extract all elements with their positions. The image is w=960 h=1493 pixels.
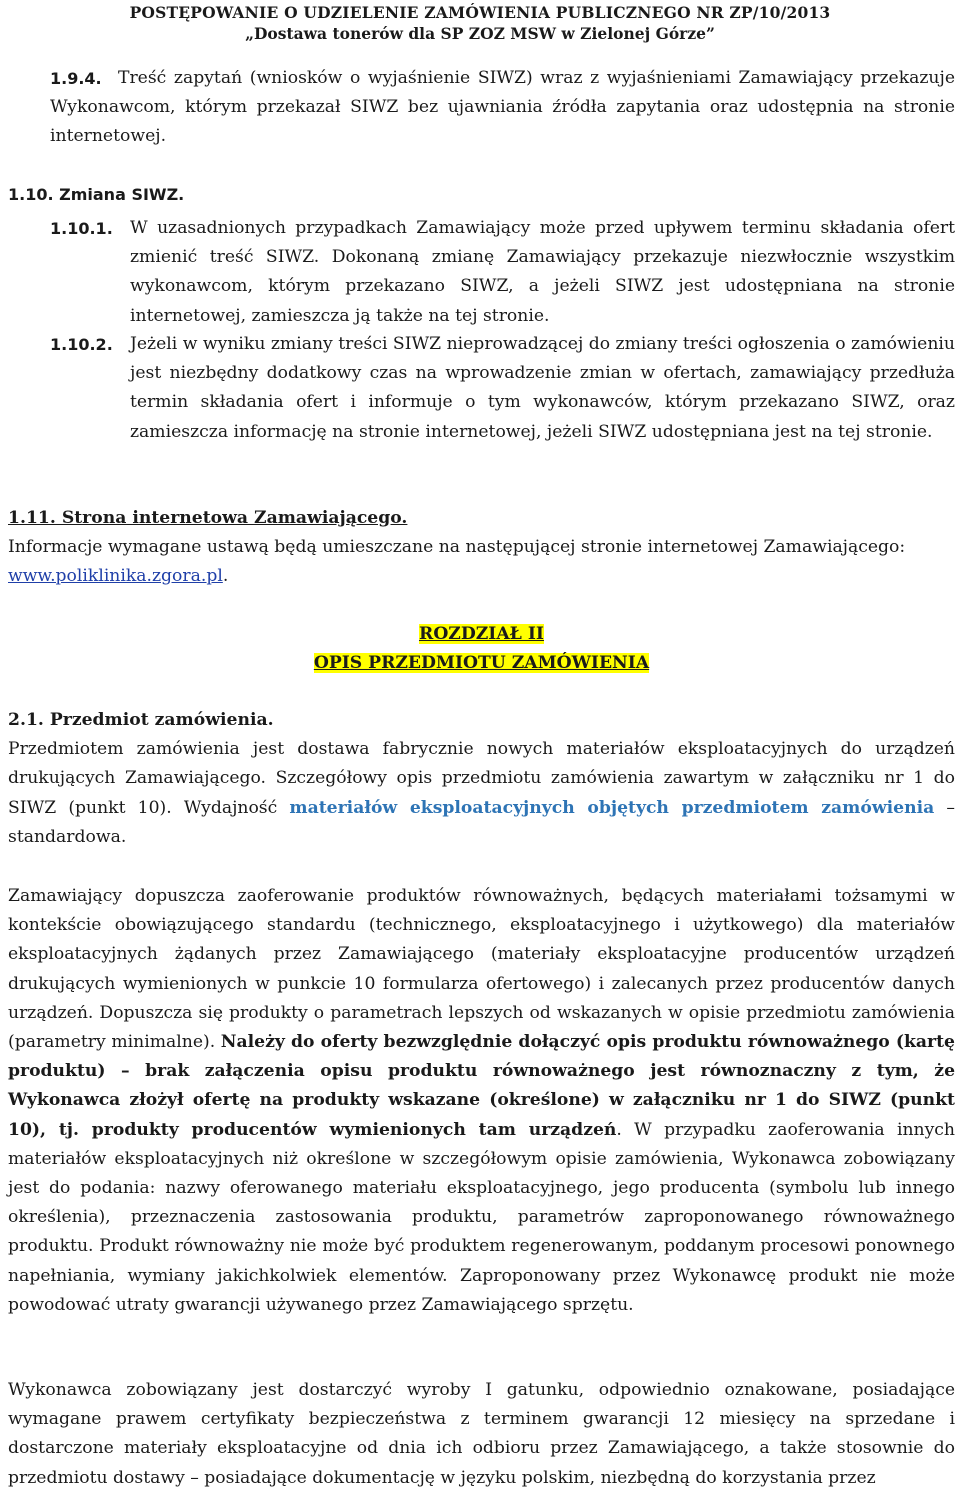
section-heading: 1.11. Strona internetowa Zamawiającego. [8,508,408,528]
section-1-11 [8,504,955,592]
chapter-title: OPIS PRZEDMIOTU ZAMÓWIENIA [313,653,650,674]
section-text: Treść zapytań (wniosków o wyjaśnienie SIWZ) wraz z wyjaśnieniami Zamawiający przekazuje Wykonawcom, którym przekazał SIWZ bez ujawniania źródła zapytania oraz udostępnia na stronie internetowej. [50,68,955,147]
header-procurement-title: „Dostawa tonerów dla SP ZOZ MSW w Zielonej Górze” [245,24,715,43]
section-text [8,735,955,852]
section-1-10-heading: 1.10. Zmiana SIWZ. [8,185,185,204]
chapter-number: ROZDZIAŁ II [419,624,544,644]
website-link[interactable]: www.poliklinika.zgora.pl [8,566,223,587]
section-number: 1.10.2. [50,335,113,354]
section-1-10-2 [50,330,955,447]
bold-requirement: Należy do oferty bezwzględnie dołączyć opis produktu równoważnego (kartę produktu) – brak załączenia opisu produktu równoważnego jest równoznaczny z tym, że Wykonawca złożył ofertę na produkty wskazane (określone) w załączniku nr 1 do SIWZ (punkt 10), tj. produkty producentów wymienionych tam urządzeń [8,1032,955,1140]
header-procedure-number: POSTĘPOWANIE O UDZIELENIE ZAMÓWIENIA PUBLICZNEGO NR ZP/10/2013 [129,3,831,22]
section-text [8,533,955,591]
text-part: Zamawiający dopuszcza zaoferowanie produktów równoważnych, będących materiałami tożsamymi w kontekście obowiązującego standardu (technicznego, eksploatacyjnego i użytkowego) dla materiałów eksploatacyjnych żądanych przez Zamawiającego (materiały eksploatacyjne producentów urządzeń drukujących wymienionych w punkcie 10 formularza ofertowego) i zalecanych przez producentów danych urządzeń. Dopuszcza się produkty o parametrach lepszych od wskazanych w opisie przedmiotu zamówienia (parametry minimalne). [8,886,955,1053]
text-part: Przedmiotem zamówienia jest dostawa fabrycznie nowych materiałów eksploatacyjnych do urządzeń drukujących Zamawiającego. Szczegółowy opis przedmiotu zamówienia zawartym w załączniku nr 1 do SIWZ (punkt 10). Wydajność [8,739,955,818]
chapter-heading [8,620,955,678]
section-punct: . [222,566,229,587]
section-number: 1.10.1. [50,219,113,238]
section-1-10-1 [50,214,955,331]
paragraph-equivalents [8,882,955,1320]
section-number: 1.9.4. [50,69,102,88]
text-part: – standardowa. [8,797,955,847]
section-1-9-4 [50,64,955,152]
section-2-1 [8,706,955,852]
paragraph-warranty [8,1376,955,1493]
paragraph-text [8,882,955,1320]
section-heading: 2.1. Przedmiot zamówienia. [8,710,274,730]
paragraph-text: Wykonawca zobowiązany jest dostarczyć wyroby I gatunku, odpowiednio oznakowane, posiadające wymagane prawem certyfikaty bezpieczeństwa z terminem gwarancji 12 miesięcy na sprzedane i dostarczone materiały eksploatacyjne od dnia ich odbioru przez Zamawiającego, a także stosownie do przedmiotu dostawy – posiadające dokumentację w języku polskim, niezbędną do korzystania przez [8,1380,955,1488]
document-header [0,2,960,44]
section-text: Jeżeli w wyniku zmiany treści SIWZ nieprowadzącej do zmiany treści ogłoszenia o zamówieniu jest niezbędny dodatkowy czas na wprowadzenie zmian w ofertach, zamawiający przedłuża termin składania ofert i informuje o tym wykonawców, którym przekazano SIWZ, oraz zamieszcza informację na stronie internetowej, jeżeli SIWZ udostępniana jest na tej stronie. [130,334,955,442]
emphasis-text: materiałów eksploatacyjnych objętych przedmiotem zamówienia [289,797,935,818]
text-part: . W przypadku zaoferowania innych materiałów eksploatacyjnych niż określone w szczegółowym opisie zamówienia, Wykonawca zobowiązany jest do podania: nazwy oferowanego materiału eksploatacyjnego, jego producenta (symbolu lub innego określenia), przeznaczenia zastosowania produktu, parametrów zaproponowanego równoważnego produktu. Produkt równoważny nie może być produktem regenerowanym, poddanym procesowi ponownego napełniania, wymiany jakichkolwiek elementów. Zaproponowany przez Wykonawcę produkt nie może powodować utraty gwarancji używanego przez Zamawiającego sprzętu. [8,1119,956,1315]
section-body: Informacje wymagane ustawą będą umieszczane na następującej stronie internetowej Zamawiającego: [8,537,906,558]
section-text: W uzasadnionych przypadkach Zamawiający może przed upływem terminu składania ofert zmienić treść SIWZ. Dokonaną zmianę Zamawiający przekazuje niezwłocznie wszystkim wykonawcom, którym przekazano SIWZ, a jeżeli SIWZ jest udostępniana na stronie internetowej, zamieszcza ją także na tej stronie. [130,218,955,326]
